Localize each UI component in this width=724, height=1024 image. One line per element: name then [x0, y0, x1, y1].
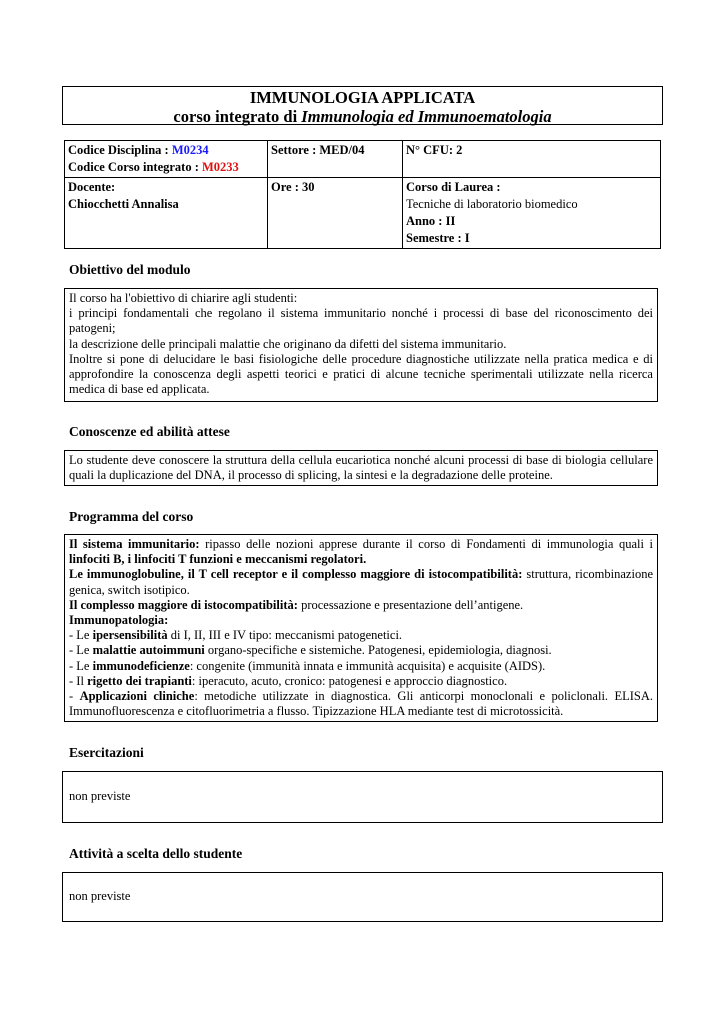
- attivita-box: [62, 872, 663, 922]
- attivita-text: non previste: [69, 889, 131, 903]
- programma-paragraph: [69, 598, 653, 613]
- course-subtitle: [63, 107, 662, 126]
- conoscenze-text: Lo studente deve conoscere la struttura della cellula eucariotica nonché alcuni processi di base di biologia cellulare quali la duplicazione del DNA, il processo di splicing, la sintesi e la degradazione delle proteine.: [69, 453, 653, 483]
- conoscenze-heading: Conoscenze ed abilità attese: [69, 424, 230, 439]
- programma-bold: rigetto dei trapianti: [87, 673, 192, 688]
- programma-list-item: [69, 643, 653, 658]
- semestre: Semestre : I: [406, 231, 470, 245]
- codice-corso-label: Codice Corso integrato :: [68, 160, 202, 174]
- anno: Anno : II: [406, 214, 456, 228]
- list-prefix: - Le: [69, 628, 93, 643]
- obiettivo-line: i principi fondamentali che regolano il sistema immunitario nonché i processi di base del riconoscimento dei patogeni;: [69, 306, 653, 336]
- corso-laurea-value: Tecniche di laboratorio biomedico: [406, 197, 578, 211]
- programma-list-item: [69, 689, 653, 719]
- course-info-table: [64, 140, 661, 249]
- programma-paragraph: [69, 537, 653, 567]
- programma-bold: linfociti B, i linfociti T funzioni e meccanismi regolatori.: [69, 552, 367, 567]
- list-prefix: -: [69, 689, 80, 704]
- list-prefix: - Le: [69, 643, 93, 658]
- programma-paragraph: [69, 567, 653, 597]
- programma-box: [64, 534, 658, 722]
- programma-text: di I, II, III e IV tipo: meccanismi patogenetici.: [167, 628, 403, 643]
- attivita-heading: Attività a scelta dello studente: [69, 846, 243, 861]
- programma-bold: malattie autoimmuni: [92, 643, 205, 658]
- programma-heading: Programma del corso: [69, 509, 194, 524]
- esercitazioni-text: non previste: [69, 789, 131, 803]
- programma-text: ripasso delle nozioni apprese durante il corso di Fondamenti di immunologia quali i: [199, 537, 653, 551]
- obiettivo-line: la descrizione delle principali malattie che originano da difetti del sistema immunitario.: [69, 336, 507, 351]
- esercitazioni-box: [62, 771, 663, 823]
- programma-bold: Il complesso maggiore di istocompatibilità:: [69, 597, 298, 612]
- programma-bold: Immunopatologia:: [69, 613, 169, 628]
- programma-bold: immunodeficienze: [92, 658, 190, 673]
- programma-list-item: [69, 628, 653, 643]
- list-prefix: - Il: [69, 673, 88, 688]
- programma-paragraph: [69, 613, 653, 628]
- esercitazioni-heading: Esercitazioni: [69, 745, 144, 760]
- programma-bold: ipersensibilità: [92, 628, 168, 643]
- programma-text: : iperacuto, acuto, cronico: patogenesi e approccio diagnostico.: [191, 673, 508, 688]
- programma-text: : congenite (immunità innata e immunità acquisita) e acquisite (AIDS).: [189, 658, 546, 673]
- docente-name: Chiocchetti Annalisa: [68, 197, 179, 211]
- settore-cell: Settore : MED/04: [268, 141, 403, 178]
- list-prefix: - Le: [69, 658, 93, 673]
- obiettivo-box: [64, 288, 658, 402]
- codice-corso-value: M0233: [202, 160, 239, 174]
- obiettivo-heading: Obiettivo del modulo: [69, 262, 191, 277]
- codice-disciplina-value: M0234: [171, 143, 209, 157]
- programma-text: organo-specifiche e sistemiche. Patogenesi, epidemiologia, diagnosi.: [204, 643, 552, 658]
- docente-cell: [65, 178, 268, 249]
- docente-label: Docente:: [68, 180, 116, 194]
- obiettivo-line: Inoltre si pone di delucidare le basi fisiologiche delle procedure diagnostiche utilizzate nella pratica medica e di approfondire la conoscenza degli aspetti teorici e pratici di alcune tecniche sperimentali utilizzate nella ricerca medica di base ed applicata.: [69, 351, 653, 397]
- course-title: IMMUNOLOGIA APPLICATA: [249, 88, 476, 107]
- corso-laurea-label: Corso di Laurea :: [406, 180, 501, 194]
- programma-bold: Le immunoglobuline, il T cell receptor e il complesso maggiore di istocompatibilità:: [69, 567, 523, 582]
- obiettivo-line: Il corso ha l'obiettivo di chiarire agli studenti:: [69, 291, 298, 305]
- programma-list-item: [69, 674, 653, 689]
- programma-bold: Applicazioni cliniche: [79, 689, 195, 704]
- ore-cell: Ore : 30: [268, 178, 403, 249]
- programma-text: processazione e presentazione dell’antigene.: [297, 597, 524, 612]
- conoscenze-box: [64, 450, 658, 486]
- programma-bold: Il sistema immunitario:: [69, 537, 200, 551]
- codice-disciplina-label: Codice Disciplina :: [68, 143, 172, 157]
- title-box: [62, 86, 663, 125]
- subtitle-course-name: Immunologia ed Immunoematologia: [301, 107, 552, 126]
- cfu-cell: N° CFU: 2: [403, 141, 661, 178]
- programma-text: struttura, ricombinazione genica, switch isotipico.: [69, 567, 653, 597]
- codes-cell: [65, 141, 268, 178]
- programma-list-item: [69, 659, 653, 674]
- corso-laurea-cell: [403, 178, 661, 249]
- programma-text: : metodiche utilizzate in diagnostica. Gli anticorpi monoclonali e policlonali. ELISA. Immunofluorescenza e citofluorimetria a flusso. Tipizzazione HLA mediante test di microtossicità.: [69, 689, 653, 719]
- subtitle-prefix: corso integrato di: [173, 107, 302, 126]
